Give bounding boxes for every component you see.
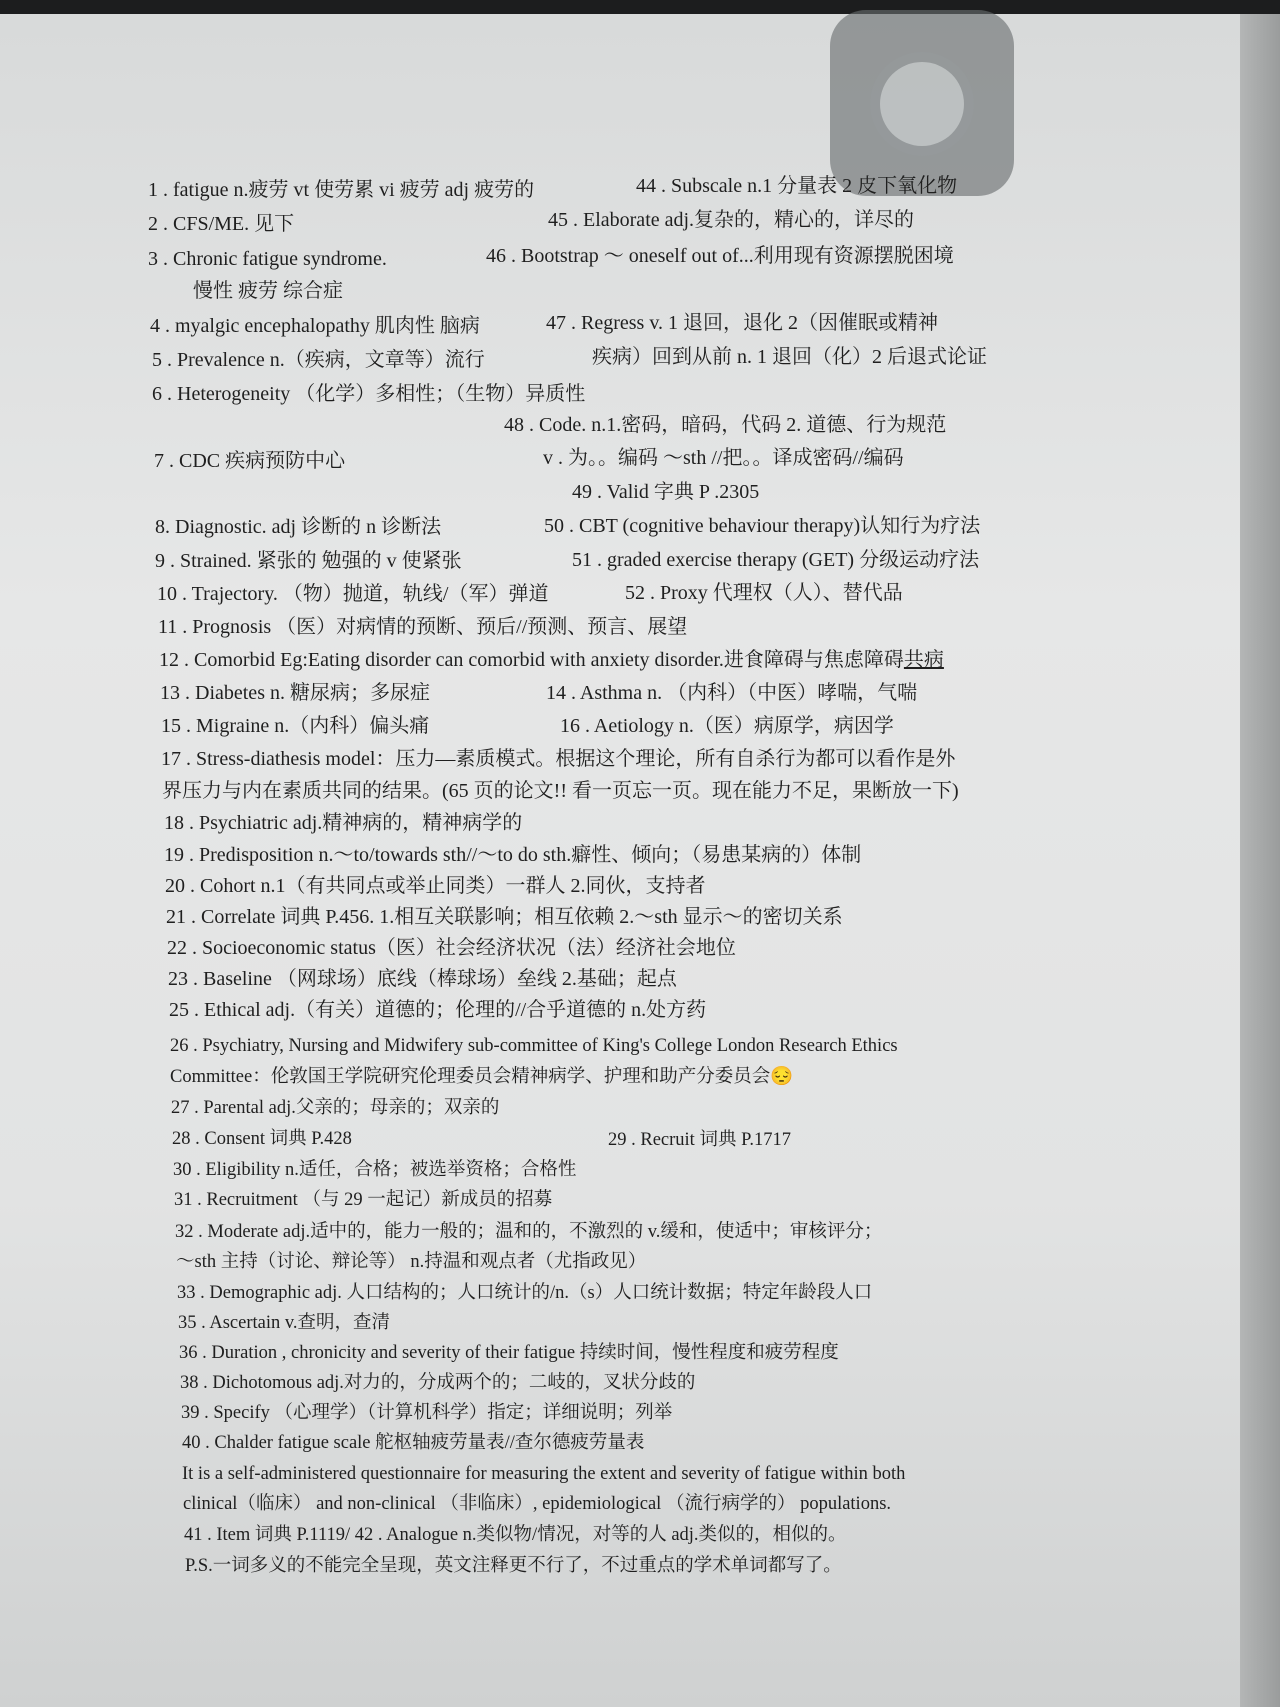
vocab-line: 7 . CDC 疾病预防中心: [154, 450, 346, 472]
assistive-touch-button[interactable]: [830, 10, 1014, 196]
vocab-line: 12 . Comorbid Eg:Eating disorder can comorbid with anxiety disorder.进食障碍与焦虑障碍共病: [159, 649, 944, 671]
vocab-line: 21 . Correlate 词典 P.456. 1.相互关联影响；相互依赖 2.～sth 显示～的密切关系: [166, 906, 843, 928]
vocab-line: 1 . fatigue n.疲劳 vt 使劳累 vi 疲劳 adj 疲劳的: [148, 179, 535, 201]
vocab-line: 32 . Moderate adj.适中的，能力一般的；温和的，不激烈的 v.缓和，使适中；审核评分；: [175, 1222, 883, 1242]
vocab-line: 48 . Code. n.1.密码，暗码，代码 2. 道德、行为规范: [504, 414, 947, 436]
vocab-line: 40 . Chalder fatigue scale 舵枢轴疲劳量表//查尔德疲劳量表: [182, 1433, 645, 1453]
vocab-line: 51 . graded exercise therapy (GET) 分级运动疗法: [572, 549, 980, 571]
vocab-line: ～sth 主持（讨论、辩论等） n.持温和观点者（尤指政见）: [176, 1252, 647, 1272]
vocab-line: 3 . Chronic fatigue syndrome.: [148, 248, 387, 270]
vocab-line: 25 . Ethical adj.（有关）道德的；伦理的//合乎道德的 n.处方药: [169, 999, 707, 1021]
vocab-line: 疾病）回到从前 n. 1 退回（化）2 后退式论证: [592, 346, 987, 368]
vocab-line: 45 . Elaborate adj.复杂的，精心的，详尽的: [548, 209, 915, 231]
vocab-line: 8. Diagnostic. adj 诊断的 n 诊断法: [155, 516, 442, 538]
vocab-line: 28 . Consent 词典 P.428: [172, 1129, 352, 1149]
vocab-line: 27 . Parental adj.父亲的；母亲的；双亲的: [171, 1098, 500, 1118]
vocab-line: 界压力与内在素质共同的结果。(65 页的论文!! 看一页忘一页。现在能力不足，果断放一下): [162, 780, 959, 802]
vocab-line: 11 . Prognosis （医）对病情的预断、预后//预测、预言、展望: [158, 616, 688, 638]
vocab-line: 30 . Eligibility n.适任，合格；被选举资格；合格性: [173, 1160, 577, 1180]
vocab-line: It is a self-administered questionnaire for measuring the extent and severity of fatigue within both: [182, 1464, 906, 1484]
vocab-line: 33 . Demographic adj. 人口结构的；人口统计的/n.（s）人口统计数据；特定年龄段人口: [177, 1283, 873, 1303]
vocab-line: 16 . Aetiology n.（医）病原学，病因学: [560, 715, 894, 737]
vocab-line: 4 . myalgic encephalopathy 肌肉性 脑病: [150, 315, 480, 337]
vocab-line: 9 . Strained. 紧张的 勉强的 v 使紧张: [155, 550, 462, 572]
vocab-line: 14 . Asthma n. （内科）（中医）哮喘，气喘: [546, 682, 918, 704]
vocab-line: 13 . Diabetes n. 糖尿病；多尿症: [160, 682, 430, 704]
vocab-line: 31 . Recruitment （与 29 一起记）新成员的招募: [174, 1190, 553, 1210]
vocab-line: 慢性 疲劳 综合症: [193, 280, 343, 302]
vocab-line: 15 . Migraine n.（内科）偏头痛: [161, 715, 430, 737]
vocab-line: v . 为。。编码 ～sth //把。。译成密码//编码: [543, 447, 904, 469]
vocab-line: 44 . Subscale n.1 分量表 2 皮下氧化物: [636, 175, 958, 197]
vocab-line: 47 . Regress v. 1 退回，退化 2（因催眠或精神: [546, 312, 939, 334]
vocab-line: 5 . Prevalence n.（疾病，文章等）流行: [152, 349, 485, 371]
assistive-touch-icon: [880, 62, 964, 146]
vocab-line: 38 . Dichotomous adj.对力的，分成两个的；二岐的，叉状分歧的: [180, 1373, 696, 1393]
vocab-line: 46 . Bootstrap ～ oneself out of...利用现有资源摆脱困境: [486, 245, 954, 267]
vocab-line: 19 . Predisposition n.～to/towards sth//～to do sth.癖性、倾向；（易患某病的）体制: [164, 844, 862, 866]
vocab-line: P.S.一词多义的不能完全呈现，英文注释更不行了，不过重点的学术单词都写了。: [185, 1556, 842, 1576]
vocab-line: 22 . Socioeconomic status（医）社会经济状况（法）经济社会地位: [167, 937, 736, 959]
vocab-line: 2 . CFS/ME. 见下: [148, 213, 295, 235]
vocab-line: 39 . Specify （心理学）（计算机科学）指定；详细说明；列举: [181, 1403, 673, 1423]
vocab-line: 29 . Recruit 词典 P.1717: [608, 1130, 791, 1150]
vocab-line: clinical（临床） and non-clinical （非临床）, epidemiological （流行病学的） populations.: [183, 1494, 892, 1514]
vocab-line: 17 . Stress-diathesis model：压力—素质模式。根据这个理论，所有自杀行为都可以看作是外: [161, 748, 956, 770]
vocab-line: 18 . Psychiatric adj.精神病的，精神病学的: [164, 812, 523, 834]
screen-right-edge: [1240, 14, 1280, 1707]
vocab-line: 41 . Item 词典 P.1119/ 42 . Analogue n.类似物/情况，对等的人 adj.类似的，相似的。: [184, 1525, 847, 1545]
vocab-line: 52 . Proxy 代理权（人）、替代品: [625, 582, 903, 604]
vocab-line: 35 . Ascertain v.查明，查清: [178, 1313, 391, 1333]
vocab-line: 10 . Trajectory. （物）抛道，轨线/（军）弹道: [157, 583, 549, 605]
vocab-line: Committee：伦敦国王学院研究伦理委员会精神病学、护理和助产分委员会😔: [170, 1067, 794, 1087]
vocab-line: 26 . Psychiatry, Nursing and Midwifery sub-committee of King's College London Research Ethics: [170, 1036, 898, 1056]
vocab-line: 50 . CBT (cognitive behaviour therapy)认知行为疗法: [544, 515, 981, 537]
vocab-line: 6 . Heterogeneity （化学）多相性；（生物）异质性: [152, 383, 586, 405]
vocab-line: 20 . Cohort n.1（有共同点或举止同类）一群人 2.同伙，支持者: [165, 875, 706, 897]
screen-top-bezel: [0, 0, 1280, 14]
vocab-line: 49 . Valid 字典 P .2305: [572, 481, 760, 503]
vocab-line: 23 . Baseline （网球场）底线（棒球场）垒线 2.基础；起点: [168, 968, 677, 990]
vocab-line: 36 . Duration , chronicity and severity of their fatigue 持续时间，慢性程度和疲劳程度: [179, 1343, 839, 1363]
